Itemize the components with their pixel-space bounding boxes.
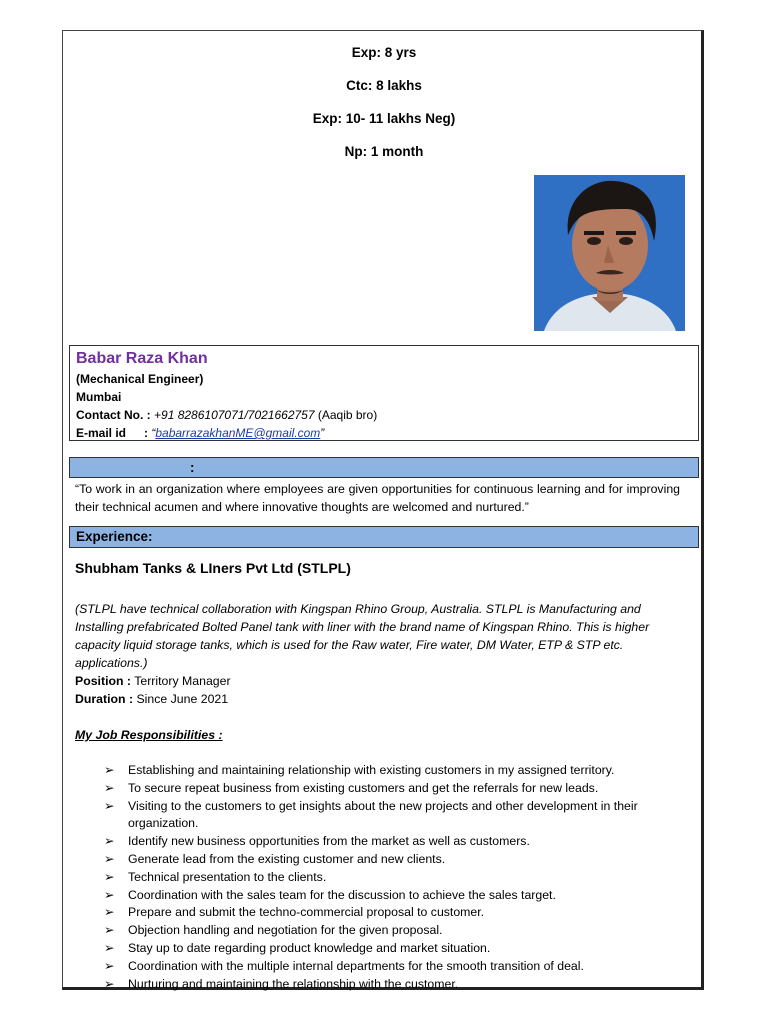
responsibility-item: [104, 958, 664, 976]
responsibilities-list: [104, 762, 664, 993]
objective-heading: :: [190, 460, 195, 475]
company-about: (STLPL have technical collaboration with Kingspan Rhino Group, Australia. STLPL is Manufacturing and Installing prefabricated Bolted Panel tank with liner with the brand name of Kingspan Rhino. This is higher capacity liquid storage tanks, which is used for the Raw water, Fire water, DM Water, ETP & STP etc. applications.): [75, 602, 650, 670]
responsibility-text: Objection handling and negotiation for the given proposal.: [128, 923, 443, 938]
position-value: Territory Manager: [134, 674, 231, 688]
responsibility-item: [104, 904, 664, 922]
experience-heading: Experience:: [76, 529, 153, 544]
arrow-bullet-icon: ➢: [104, 834, 115, 849]
arrow-bullet-icon: ➢: [104, 923, 115, 938]
duration-line: [75, 692, 228, 706]
company-name: Shubham Tanks & LIners Pvt Ltd (STLPL): [75, 560, 351, 576]
responsibility-text: Technical presentation to the clients.: [128, 869, 327, 884]
email-link[interactable]: babarrazakhanME@gmail.com: [155, 426, 321, 440]
responsibility-item: [104, 851, 664, 869]
email-line: [76, 424, 692, 442]
email-separator: :: [144, 426, 149, 440]
header-ctc: Ctc: 8 lakhs: [346, 78, 422, 93]
responsibility-item: [104, 940, 664, 958]
header-experience: Exp: 8 yrs: [351, 45, 417, 60]
arrow-bullet-icon: ➢: [104, 869, 115, 884]
responsibility-item: [104, 922, 664, 940]
arrow-bullet-icon: ➢: [104, 958, 115, 973]
arrow-bullet-icon: ➢: [104, 798, 115, 813]
responsibility-item: [104, 762, 664, 780]
responsibility-text: To secure repeat business from existing customers and get the referrals for new leads.: [128, 780, 599, 795]
arrow-bullet-icon: ➢: [104, 940, 115, 955]
responsibility-text: Establishing and maintaining relationship with existing customers in my assigned territory.: [128, 763, 615, 777]
responsibility-text: Identify new business opportunities from the market as well as customers.: [128, 834, 530, 849]
phone-value: +91 8286107071/7021662757: [154, 408, 315, 422]
header-notice-period: Np: 1 month: [344, 144, 424, 159]
responsibility-item: [104, 887, 664, 905]
arrow-bullet-icon: ➢: [104, 763, 115, 777]
responsibility-text: Prepare and submit the techno-commercial proposal to customer.: [128, 905, 485, 920]
responsibilities-title: My Job Responsibilities :: [75, 728, 223, 742]
profile-photo-illustration: [534, 175, 685, 331]
objective-band: [69, 457, 699, 478]
email-quote-open: “: [151, 426, 156, 440]
objective-text: “To work in an organization where employees are given opportunities for continuous learning and for improving their technical acumen and where innovative thoughts are welcomed and nurtured.”: [75, 482, 680, 514]
phone-line: [76, 406, 692, 424]
responsibility-text: Stay up to date regarding product knowledge and market situation.: [128, 940, 491, 955]
arrow-bullet-icon: ➢: [104, 780, 115, 795]
phone-label: Contact No. :: [76, 408, 151, 422]
contact-box: [69, 345, 699, 441]
responsibility-text: Nurturing and maintaining the relationship with the customer.: [128, 976, 459, 991]
responsibility-text: Coordination with the multiple internal departments for the smooth transition of deal.: [128, 958, 584, 973]
duration-label: Duration :: [75, 692, 134, 706]
responsibility-text: Generate lead from the existing customer and new clients.: [128, 851, 446, 866]
arrow-bullet-icon: ➢: [104, 851, 115, 866]
responsibility-text: Visiting to the customers to get insights about the new projects and other development in their organization.: [128, 798, 638, 831]
header-expected-ctc: Exp: 10- 11 lakhs Neg): [312, 111, 456, 126]
email-quote-close: ”: [320, 426, 325, 440]
experience-band: [69, 526, 699, 548]
profile-photo: [534, 175, 685, 331]
email-label: E-mail id: [76, 426, 127, 440]
duration-value: Since June 2021: [136, 692, 229, 706]
phone-note: (Aaqib bro): [317, 408, 378, 422]
responsibility-item: [104, 869, 664, 887]
arrow-bullet-icon: ➢: [104, 976, 115, 991]
responsibility-item: [104, 833, 664, 851]
responsibility-item: [104, 780, 664, 798]
arrow-bullet-icon: ➢: [104, 887, 115, 902]
arrow-bullet-icon: ➢: [104, 905, 115, 920]
responsibility-item: [104, 976, 664, 994]
responsibility-text: Coordination with the sales team for the discussion to achieve the sales target.: [128, 887, 556, 902]
responsibility-item: [104, 798, 664, 834]
position-line: [75, 674, 231, 688]
position-label: Position :: [75, 674, 132, 688]
candidate-city: Mumbai: [76, 390, 122, 404]
candidate-name: Babar Raza Khan: [76, 350, 208, 367]
candidate-title: (Mechanical Engineer): [76, 372, 204, 386]
